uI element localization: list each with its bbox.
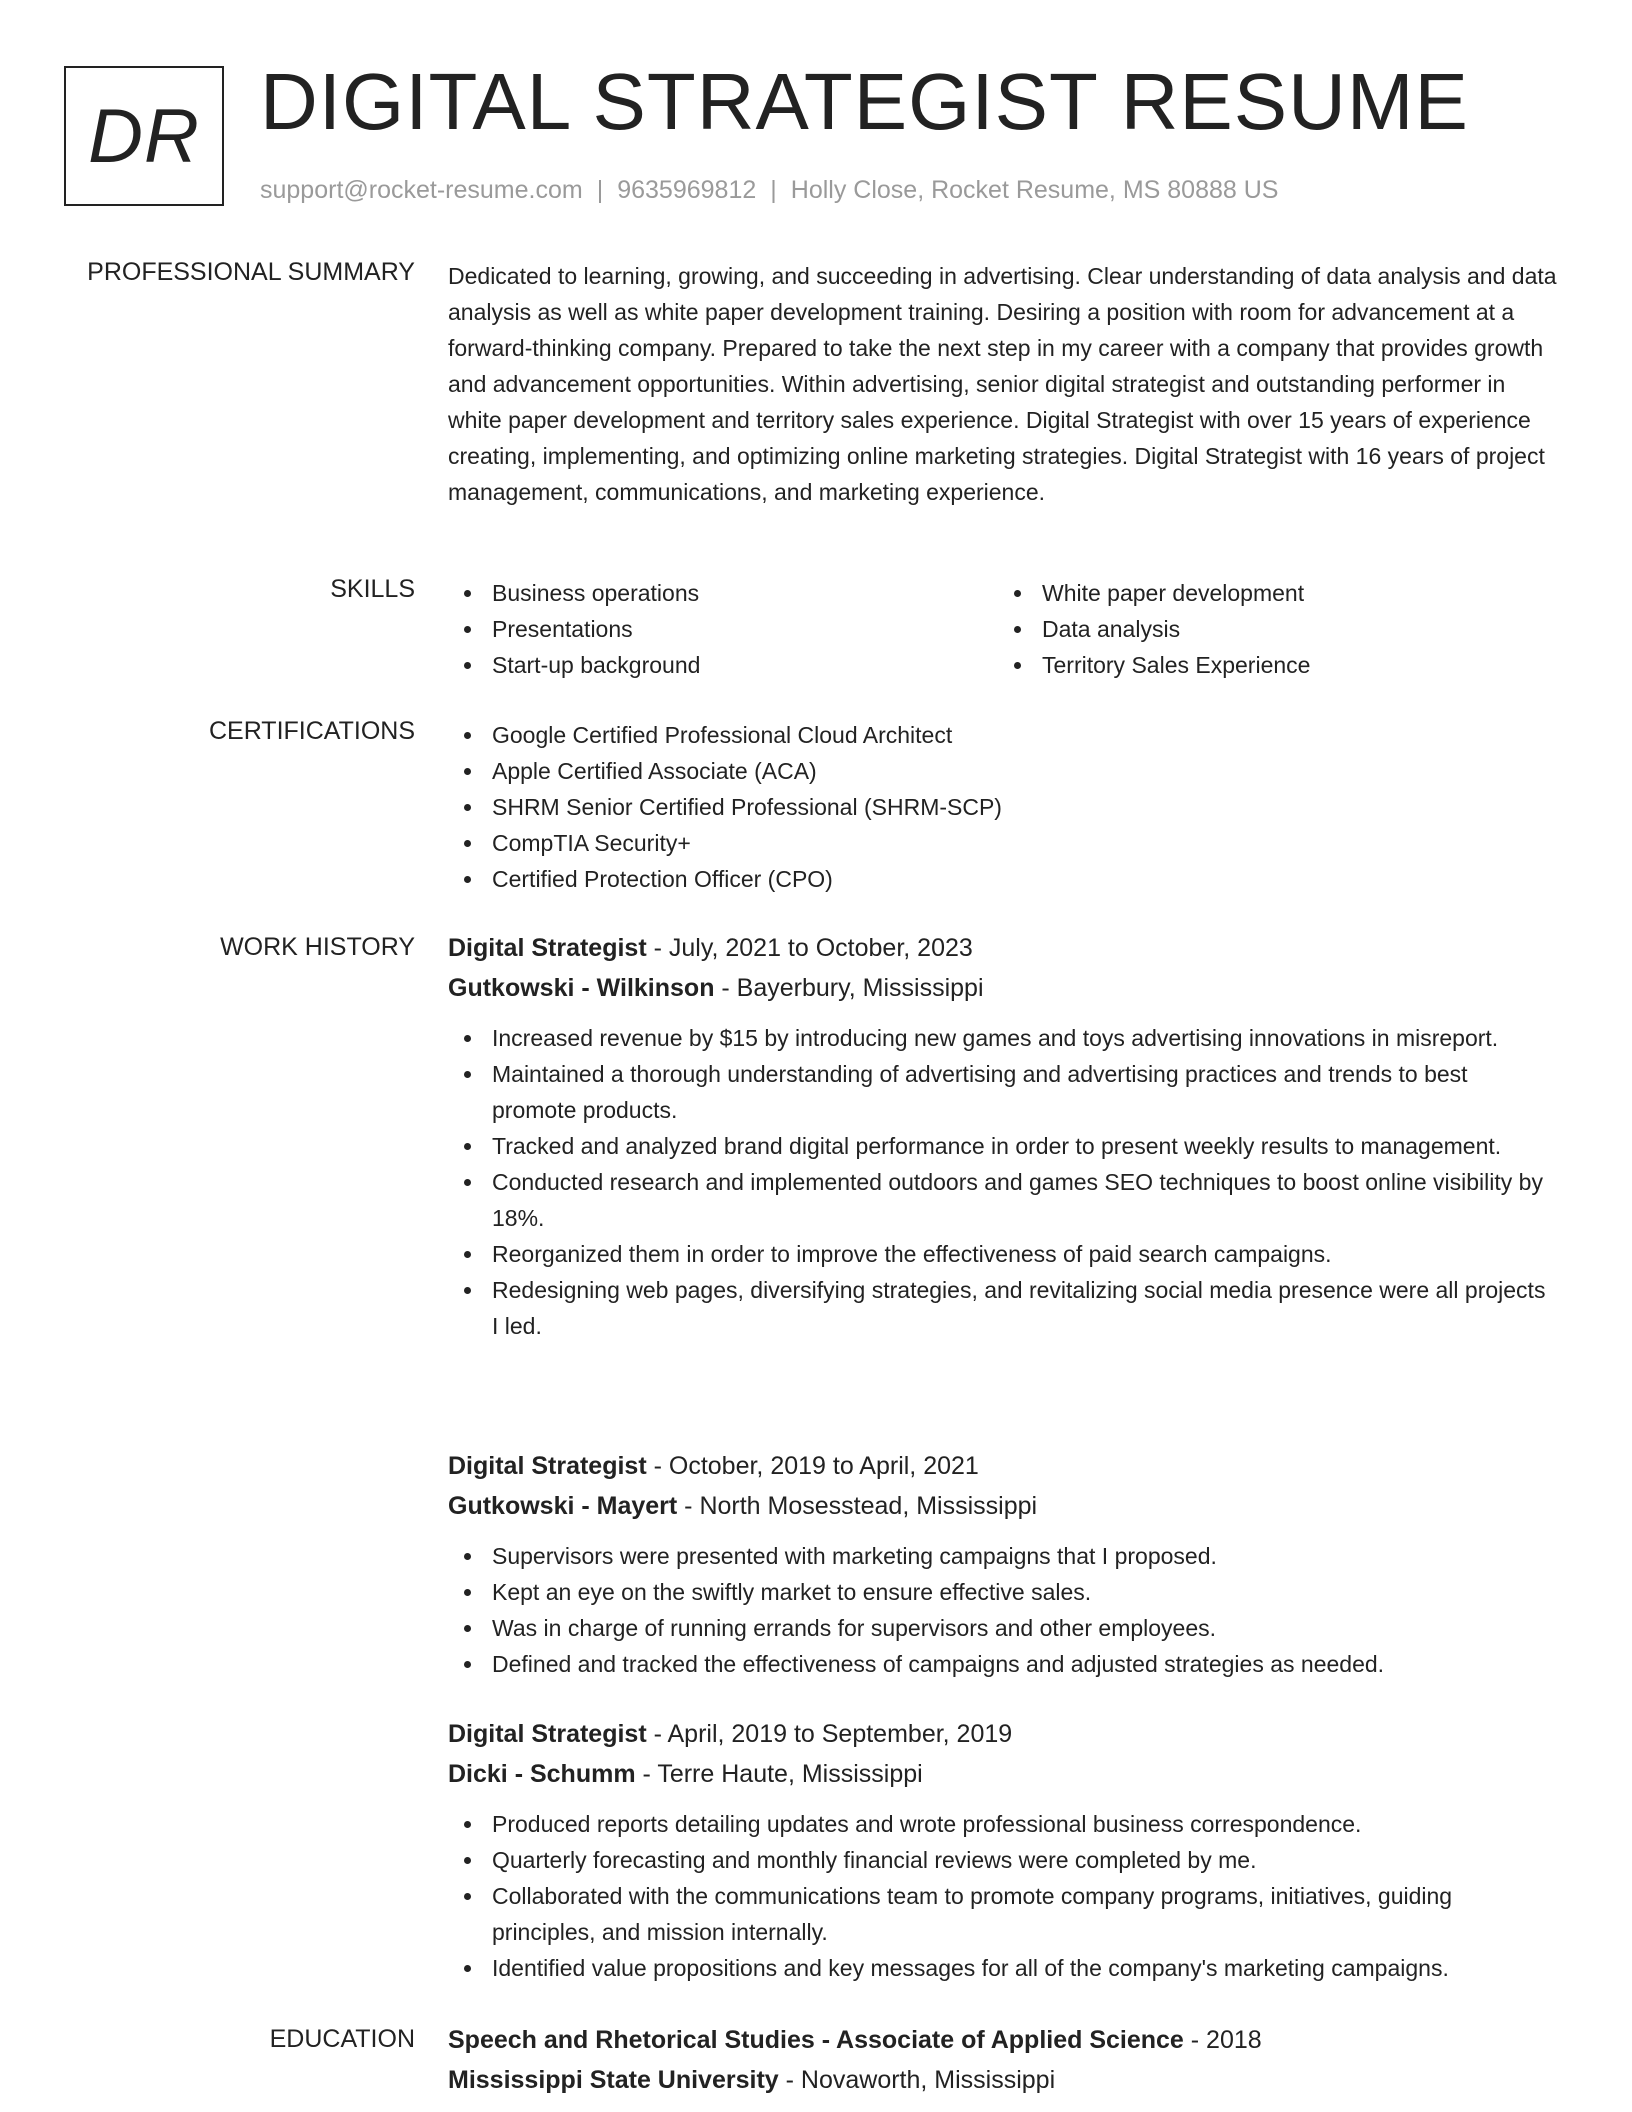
list-item: Increased revenue by $15 by introducing new games and toys advertising innovations in misreport.: [448, 1020, 1558, 1056]
education-degree: Speech and Rhetorical Studies - Associate of Applied Science: [448, 2026, 1184, 2054]
contact-separator: |: [596, 176, 604, 204]
list-item: White paper development: [998, 575, 1548, 611]
section-label-certifications: CERTIFICATIONS: [208, 717, 415, 745]
education-year: - 2018: [1183, 2026, 1262, 2054]
monogram-initials: DR: [88, 93, 200, 179]
education-school: Mississippi State University: [448, 2066, 779, 2094]
list-item: Was in charge of running errands for supervisors and other employees.: [448, 1610, 1558, 1646]
list-item: Conducted research and implemented outdoors and games SEO techniques to boost online visibility by 18%.: [448, 1164, 1558, 1236]
list-item: Produced reports detailing updates and wrote professional business correspondence.: [448, 1806, 1558, 1842]
summary-content: [448, 258, 1558, 510]
certifications-content: [448, 717, 1558, 897]
list-item: Certified Protection Officer (CPO): [448, 861, 1558, 897]
job-location: - North Mosesstead, Mississippi: [677, 1492, 1038, 1520]
education-school-line: [448, 2060, 1558, 2100]
certifications-list: [448, 717, 1558, 897]
job-bullet-list: [448, 1538, 1558, 1682]
monogram-box: [64, 66, 224, 206]
list-item: Apple Certified Associate (ACA): [448, 753, 1558, 789]
list-item: Tracked and analyzed brand digital performance in order to present weekly results to management.: [448, 1128, 1558, 1164]
list-item: Identified value propositions and key messages for all of the company's marketing campaigns.: [448, 1950, 1558, 1986]
job-entry: [448, 928, 1558, 1344]
list-item: Redesigning web pages, diversifying strategies, and revitalizing social media presence were all projects I led.: [448, 1272, 1558, 1344]
list-item: Google Certified Professional Cloud Architect: [448, 717, 1558, 753]
job-company: Gutkowski - Mayert: [448, 1492, 678, 1520]
contact-address: Holly Close, Rocket Resume, MS 80888 US: [790, 176, 1279, 204]
education-location: - Novaworth, Mississippi: [778, 2066, 1056, 2094]
job-company: Gutkowski - Wilkinson: [448, 974, 715, 1002]
job-dates: - July, 2021 to October, 2023: [646, 934, 973, 962]
list-item: SHRM Senior Certified Professional (SHRM-SCP): [448, 789, 1558, 825]
education-content: [448, 2020, 1558, 2100]
list-item: Presentations: [448, 611, 998, 647]
skills-content: [448, 575, 1558, 683]
job-entry: [448, 1446, 1558, 1682]
summary-text: Dedicated to learning, growing, and succeeding in advertising. Clear understanding of data analysis and data analysis as well as white paper development training. Desiring a position with room for advancement at a forward-thinking company. Prepared to take the next step in my career with a company that provides growth and advancement opportunities. Within advertising, senior digital strategist and outstanding performer in white paper development and territory sales experience. Digital Strategist with over 15 years of experience creating, implementing, and optimizing online marketing strategies. Digital Strategist with 16 years of project management, communications, and marketing experience.: [448, 263, 1557, 505]
list-item: Maintained a thorough understanding of advertising and advertising practices and trends to best promote products.: [448, 1056, 1558, 1128]
job-location: - Terre Haute, Mississippi: [635, 1760, 923, 1788]
job-title: Digital Strategist: [448, 1720, 647, 1748]
list-item: CompTIA Security+: [448, 825, 1558, 861]
job-company-line: [448, 1486, 1558, 1526]
list-item: Kept an eye on the swiftly market to ensure effective sales.: [448, 1574, 1558, 1610]
contact-phone[interactable]: 9635969812: [617, 176, 757, 204]
skills-list-left: [448, 575, 998, 683]
job-company-line: [448, 1754, 1558, 1794]
job-title: Digital Strategist: [448, 1452, 647, 1480]
list-item: Territory Sales Experience: [998, 647, 1548, 683]
job-company-line: [448, 968, 1558, 1008]
resume-title: DIGITAL STRATEGIST RESUME: [260, 57, 1469, 146]
section-label-skills: SKILLS: [330, 575, 415, 603]
section-label-summary: PROFESSIONAL SUMMARY: [87, 258, 415, 286]
contact-email[interactable]: support@rocket-resume.com: [260, 176, 583, 204]
list-item: Start-up background: [448, 647, 998, 683]
job-bullet-list: [448, 1020, 1558, 1344]
job-location: - Bayerbury, Mississippi: [714, 974, 984, 1002]
education-degree-line: [448, 2020, 1558, 2060]
job-title-line: [448, 928, 1558, 968]
list-item: Data analysis: [998, 611, 1548, 647]
list-item: Quarterly forecasting and monthly financial reviews were completed by me.: [448, 1842, 1558, 1878]
section-label-work-history: WORK HISTORY: [220, 933, 415, 961]
job-title: Digital Strategist: [448, 934, 647, 962]
job-bullet-list: [448, 1806, 1558, 1986]
skills-list-right: [998, 575, 1548, 683]
list-item: Defined and tracked the effectiveness of campaigns and adjusted strategies as needed.: [448, 1646, 1558, 1682]
list-item: Supervisors were presented with marketing campaigns that I proposed.: [448, 1538, 1558, 1574]
job-dates: - October, 2019 to April, 2021: [646, 1452, 979, 1480]
contact-separator: |: [770, 176, 777, 204]
list-item: Reorganized them in order to improve the effectiveness of paid search campaigns.: [448, 1236, 1558, 1272]
job-title-line: [448, 1446, 1558, 1486]
job-dates: - April, 2019 to September, 2019: [646, 1720, 1013, 1748]
job-company: Dicki - Schumm: [448, 1760, 636, 1788]
section-label-education: EDUCATION: [269, 2025, 415, 2053]
list-item: Business operations: [448, 575, 998, 611]
job-entry: [448, 1714, 1558, 1986]
list-item: Collaborated with the communications team to promote company programs, initiatives, guiding principles, and mission internally.: [448, 1878, 1558, 1950]
job-title-line: [448, 1714, 1558, 1754]
contact-line: [260, 176, 1278, 205]
